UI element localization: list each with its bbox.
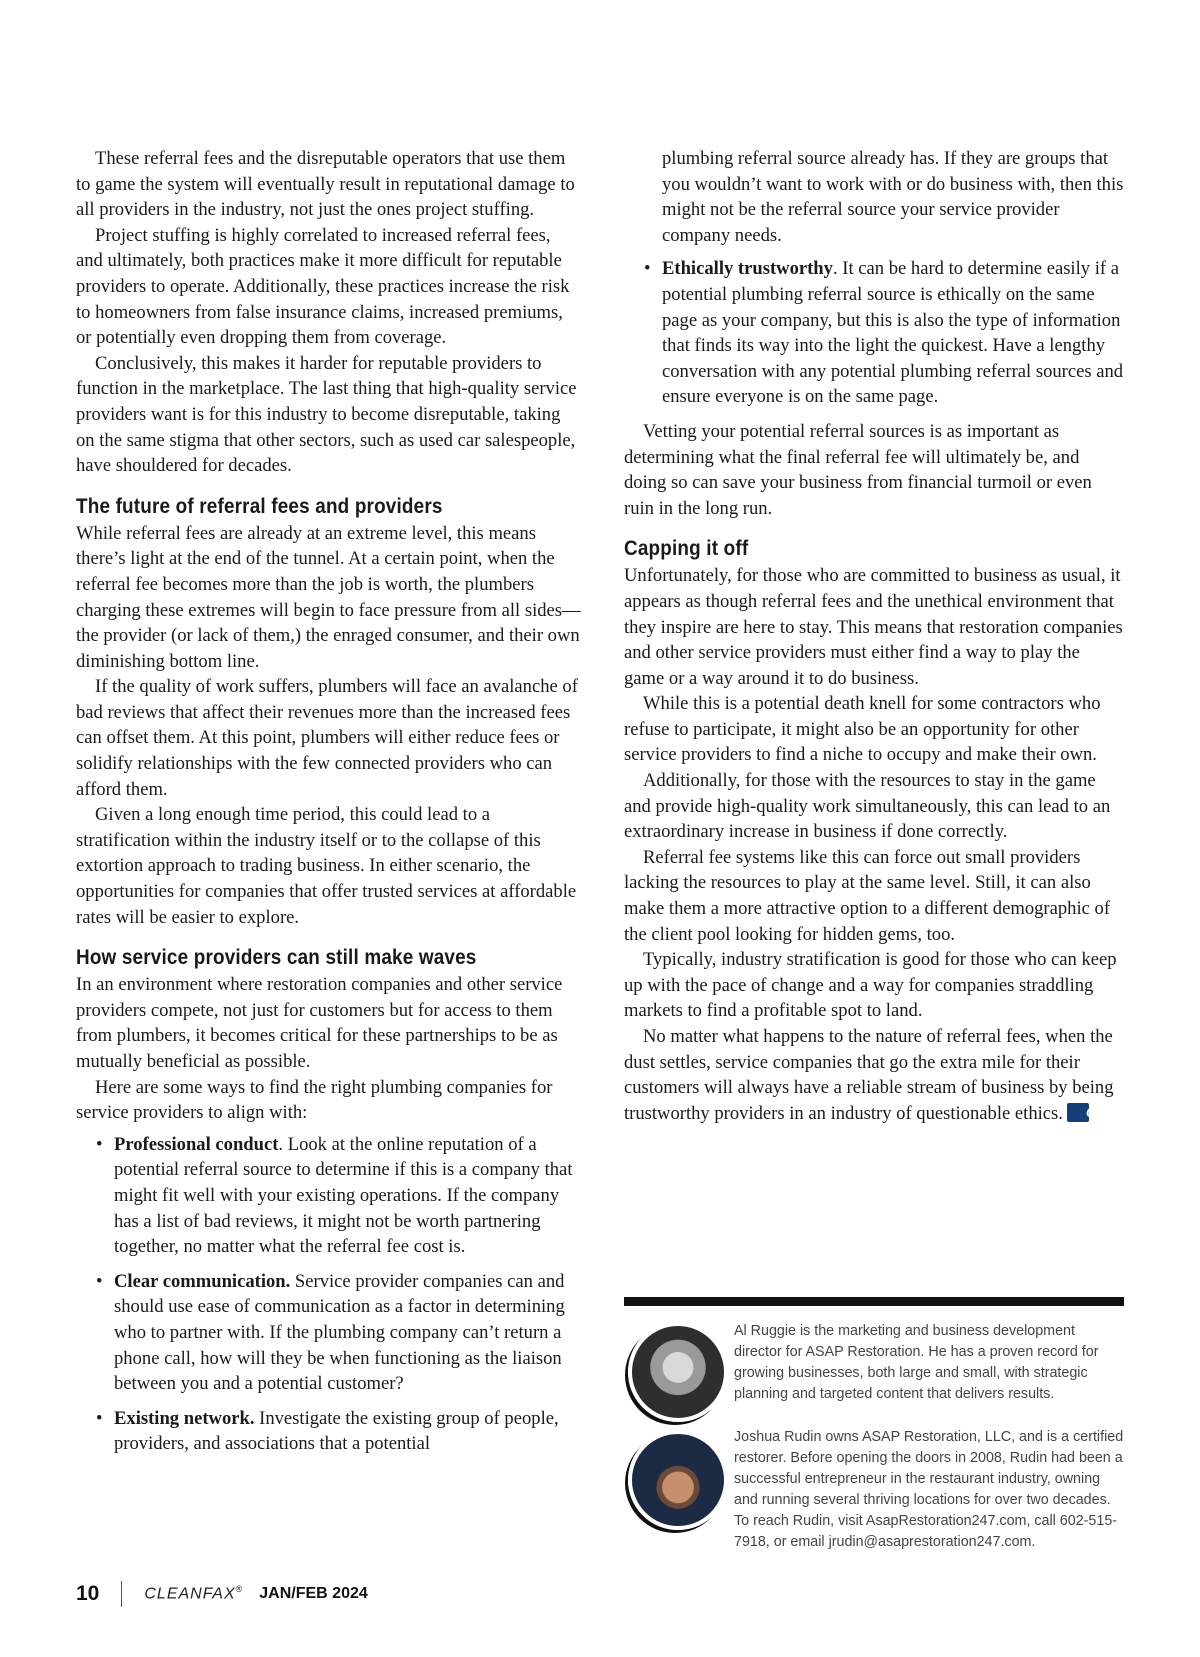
page-number: 10 xyxy=(76,1582,100,1605)
list-item xyxy=(114,1406,582,1457)
paragraph-final xyxy=(624,1024,1124,1126)
bullet-list xyxy=(76,1132,582,1457)
bullet-term: Existing network. xyxy=(114,1407,255,1429)
footer-divider xyxy=(121,1581,122,1607)
paragraph: While this is a potential death knell for some contractors who refuse to participate, it might also be an opportunity for other service providers to find a niche to occupy and make their own. xyxy=(624,693,1101,766)
bullet-term: Ethically trustworthy xyxy=(662,258,833,280)
registered-mark: ® xyxy=(235,1584,244,1595)
paragraph: Project stuffing is highly correlated to increased referral fees, and ultimately, both practices make it more difficult for reputable providers to operate. Additionally, these practices increase the risk to homeowners from false insurance claims, increased premiums, or potentially even dropping them from coverage. xyxy=(76,224,570,349)
list-item xyxy=(114,1132,582,1260)
paragraph: Additionally, for those with the resources to stay in the game and provide high-quality work simultaneously, this can lead to an extraordinary increase in business if done correctly. xyxy=(624,770,1111,843)
divider-rule xyxy=(624,1297,1124,1306)
paragraph: Here are some ways to find the right plumbing companies for service providers to align with: xyxy=(76,1076,553,1124)
bullet-term: Professional conduct xyxy=(114,1133,279,1155)
paragraph: Vetting your potential referral sources is as important as determining what the final referral fee will ultimately be, and doing so can save your business from financial turmoil or even ruin in the long run. xyxy=(624,420,1092,519)
left-column xyxy=(76,146,582,1466)
issue-date: JAN/FEB 2024 xyxy=(259,1585,368,1602)
paragraph: If the quality of work suffers, plumbers will face an avalanche of bad reviews that affect their revenues more than the increased fees can offset them. At this point, plumbers will either reduce fees or solidify relationships with the few connected providers who can afford them. xyxy=(76,676,578,800)
section-heading-future: The future of referral fees and providers xyxy=(76,494,443,518)
paragraph: Conclusively, this makes it harder for reputable providers to function in the marketplace. The last thing that high-quality service providers want is for this industry to become disreputable, taking on the same stigma that other sectors, such as used car salespeople, have shouldered for decades. xyxy=(76,352,577,477)
bullet-text: Service provider companies can and should use ease of communication as a factor in determining who to partner with. If the plumbing company can’t return a phone call, how will they be when functioning as the liaison between you and a potential customer? xyxy=(114,1270,565,1395)
paragraph-text: No matter what happens to the nature of referral fees, when the dust settles, service companies that go the extra mile for their customers will always have a reliable stream of business by being trustworthy providers in an industry of questionable ethics. xyxy=(624,1026,1114,1124)
list-item xyxy=(662,256,1124,410)
bullet-text: Investigate the existing group of people, providers, and associations that a potential xyxy=(114,1407,559,1455)
author-bio-ruggie: Al Ruggie is the marketing and business development director for ASAP Restoration. He has a proven record for growing businesses, both large and small, with strategic planning and targeted content that delivers results. xyxy=(734,1323,1099,1402)
magazine-name xyxy=(144,1584,243,1603)
paragraph: While referral fees are already at an extreme level, this means there’s light at the end of the tunnel. At a certain point, when the referral fee becomes more than the job is worth, the plumbers charging these extremes will begin to face pressure from all sides—the provider (or lack of them,) the enraged consumer, and their own diminishing bottom line. xyxy=(76,522,581,672)
list-item xyxy=(114,1269,582,1397)
bullet-text: . Look at the online reputation of a potential referral source to determine if this is a company that might fit well with your existing operations. If the company has a list of bad reviews, it might not be worth partnering together, no matter what the referral fee cost is. xyxy=(114,1133,573,1258)
page-footer xyxy=(76,1579,368,1609)
bullet-text: . It can be hard to determine easily if a potential plumbing referral source is ethically on the same page as your company, but this is also the type of information that finds its way into the light the quickest. Have a lengthy conversation with any potential plumbing referral sources and ensure everyone is on the same page. xyxy=(662,258,1124,408)
paragraph: Referral fee systems like this can force out small providers lacking the resources to play at the same level. Still, it can also make them a more attractive option to a different demographic of the client pool looking for hidden gems, too. xyxy=(624,846,1111,945)
author-photo-rudin xyxy=(628,1430,728,1530)
paragraph: Unfortunately, for those who are committed to business as usual, it appears as though referral fees and the unethical environment that they inspire are here to stay. This means that restoration companies and other service providers must either find a way to play the game or a way around it to do business. xyxy=(624,565,1123,689)
paragraph: Given a long enough time period, this could lead to a stratification within the industry itself or to the collapse of this extortion approach to trading business. In either scenario, the opportunities for companies that offer trusted services at affordable rates will be easier to explore. xyxy=(76,804,577,928)
section-heading-capping: Capping it off xyxy=(624,537,749,561)
author-bio-rudin: Joshua Rudin owns ASAP Restoration, LLC, and is a certified restorer. Before opening the doors in 2008, Rudin had been a successful entrepreneur in the restaurant industry, owning and running several thriving locations for over two decades. To reach Rudin, visit AsapRestoration247.com, call 602-515-7918, or email jrudin@asaprestoration247.com. xyxy=(734,1429,1124,1550)
paragraph: In an environment where restoration companies and other service providers compete, not just for customers but for access to them from plumbers, it becomes critical for these partnerships to be as mutually beneficial as possible. xyxy=(76,974,563,1072)
right-column xyxy=(624,146,1124,1126)
cleanfax-end-mark-icon: CF xyxy=(1067,1103,1089,1122)
paragraph: Typically, industry stratification is good for those who can keep up with the pace of change and a way for companies straddling markets to find a profitable spot to land. xyxy=(624,949,1117,1022)
bullet-list xyxy=(624,256,1124,410)
author-photo-ruggie xyxy=(628,1322,728,1422)
bullet-continuation: plumbing referral source already has. If they are groups that you wouldn’t want to work with or do business with, then this might not be the referral source your service provider company needs. xyxy=(662,148,1124,246)
paragraph: These referral fees and the disreputable operators that use them to game the system will eventually result in reputational damage to all providers in the industry, not just the ones project stuffing. xyxy=(76,148,575,221)
bullet-term: Clear communication. xyxy=(114,1270,291,1292)
section-heading-waves: How service providers can still make waves xyxy=(76,946,477,970)
magazine-title: CLEANFAX xyxy=(144,1585,236,1603)
